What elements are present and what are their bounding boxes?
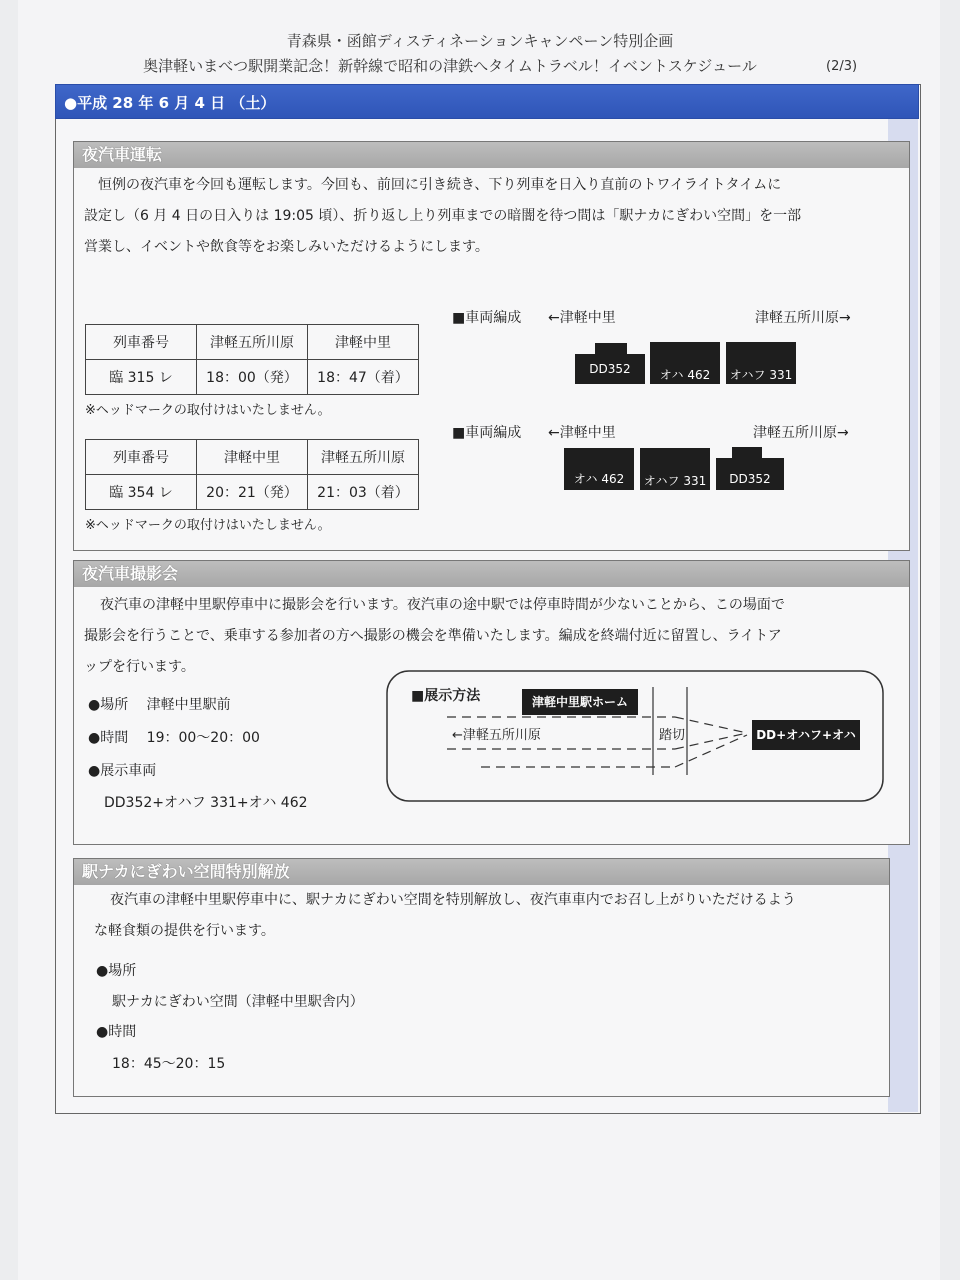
car-locomotive-dd352 [575,354,645,384]
table-cell: 21：03（着） [308,475,419,510]
timetable-354 [85,439,419,510]
headmark-note-1: ※ヘッドマークの取付けはいたしません。 [85,403,331,418]
consist2-left-direction: ←津軽中里 [548,425,616,441]
photo-vehicles-label: ●展示車両 [88,763,157,779]
timetable-315 [85,324,419,395]
table-cell: 18：00（発） [197,360,308,395]
direction-label: ←津軽五所川原 [452,728,541,743]
station-time: 18：45〜20：15 [112,1056,226,1072]
car-ohafu331 [726,342,796,384]
photo-session-heading: 夜汽車撮影会 [74,561,909,587]
table-header: 列車番号 [86,440,197,475]
car-label: オハ 462 [659,368,711,382]
car-label: DD352 [729,472,771,486]
crossing-label: 踏切 [659,728,686,743]
table-header: 津軽中里 [197,440,308,475]
table-header: 津軽中里 [308,325,419,360]
platform-label: 津軽中里駅ホーム [522,689,638,715]
night-train-heading: 夜汽車運転 [74,142,909,168]
photo-session-line-3: ップを行います。 [84,659,195,675]
car-label: オハフ 331 [643,474,707,488]
photo-place: ●場所 津軽中里駅前 [88,697,231,713]
table-cell: 臨 315 レ [86,360,197,395]
car-ohafu331 [640,448,710,490]
car-label: DD352 [589,362,631,376]
table-header: 津軽五所川原 [197,325,308,360]
consist2-right-direction: 津軽五所川原→ [753,425,849,441]
date-band [55,84,919,119]
night-train-text [84,170,904,263]
photo-time: ●時間 19：00〜20：00 [88,730,260,746]
page-indicator: (2/3) [826,59,858,74]
table-cell: 18：47（着） [308,360,419,395]
consist1-left-direction: ←津軽中里 [548,310,616,326]
station-space-heading: 駅ナカにぎわい空間特別解放 [74,859,889,885]
headmark-note-2: ※ヘッドマークの取付けはいたしません。 [85,518,331,533]
car-locomotive-dd352 [716,458,784,490]
night-train-line-1: 恒例の夜汽車を今回も運転します。今回も、前回に引き続き、下り列車を日入り直前のトワイライトタイムに [98,177,782,193]
car-oha462 [650,342,720,384]
track-line [675,733,747,749]
diagram-title: ■展示方法 [411,688,481,704]
car-label: オハフ 331 [729,368,793,382]
station-space-text [94,885,894,947]
station-space-line-2: な軽食類の提供を行います。 [94,923,275,939]
track-line [675,735,747,767]
station-time-label: ●時間 [96,1024,137,1040]
station-space-line-1: 夜汽車の津軽中里駅停車中に、駅ナカにぎわい空間を特別解放し、夜汽車車内でお召し上がりいただけるよう [110,892,796,908]
track-line [675,717,747,733]
header-title-line2: 奥津軽いまべつ駅開業記念！新幹線で昭和の津鉄へタイムトラベル！イベントスケジュール [143,57,757,75]
photo-session-line-2: 撮影会を行うことで、乗車する参加者の方へ撮影の機会を準備いたします。編成を終端付近に留置し、ライトア [84,628,782,644]
night-train-line-2: 設定し（6 月 4 日の日入りは 19:05 頃）、折り返し上り列車までの暗闇を待つ間は「駅ナカにぎわい空間」を一部 [84,208,802,224]
header-title-line1: 青森県・函館ディスティネーションキャンペーン特別企画 [286,32,674,50]
table-cell: 20：21（発） [197,475,308,510]
table-header: 津軽五所川原 [308,440,419,475]
table-header: 列車番号 [86,325,197,360]
station-place-label: ●場所 [96,963,137,979]
station-place: 駅ナカにぎわい空間（津軽中里駅舎内） [112,994,364,1010]
consist1-label: ■車両編成 [452,310,522,326]
consist1-right-direction: 津軽五所川原→ [755,310,851,326]
photo-vehicles: DD352+オハフ 331+オハ 462 [104,795,308,811]
event-date: ●平成 28 年 6 月 4 日 （土） [64,94,276,112]
car-label: オハ 462 [573,472,625,486]
car-oha462 [564,448,634,490]
night-train-line-3: 営業し、イベントや飲食等をお楽しみいただけるようにします。 [84,239,489,255]
consist2-label: ■車両編成 [452,425,522,441]
photo-session-line-1: 夜汽車の津軽中里駅停車中に撮影会を行います。夜汽車の途中駅では停車時間が少ないことから、この場面で [100,597,785,613]
display-train-label: DD+オハフ+オハ [752,720,860,750]
table-cell: 臨 354 レ [86,475,197,510]
